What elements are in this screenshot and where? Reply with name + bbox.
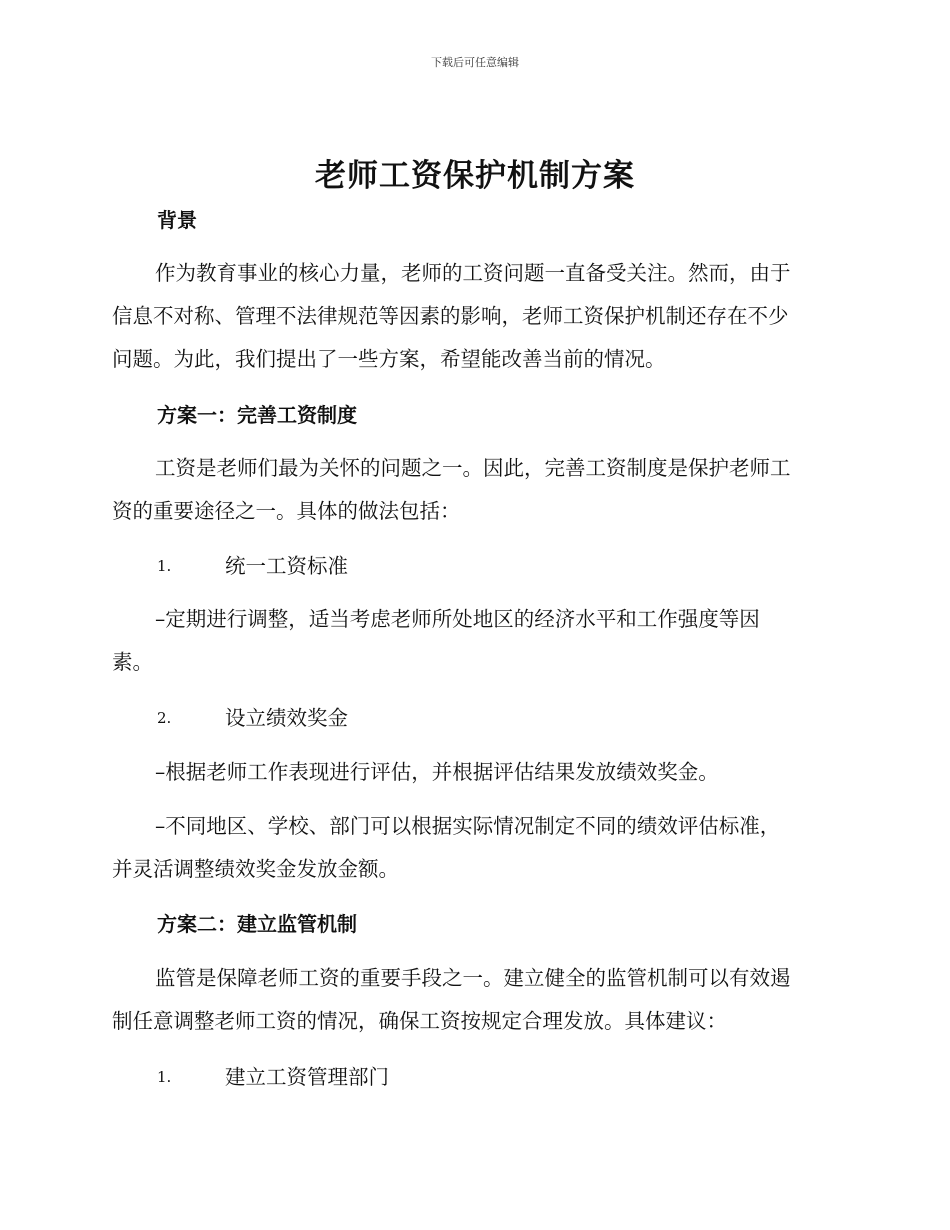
paragraph-line: –不同地区、学校、部门可以根据实际情况制定不同的绩效评估标准， [155, 814, 781, 838]
paragraph-line: 监管是保障老师工资的重要手段之一。建立健全的监管机制可以有效遏 [155, 966, 791, 990]
paragraph-line: 问题。为此，我们提出了一些方案，希望能改善当前的情况。 [112, 347, 666, 371]
plan2-paragraph [112, 957, 830, 1043]
paragraph-line: 并灵活调整绩效奖金发放金额。 [112, 857, 399, 881]
plan1-paragraph [112, 447, 830, 533]
background-paragraph [112, 252, 830, 381]
paragraph-line: 素。 [112, 650, 153, 674]
paragraph-line: 资的重要途径之一。具体的做法包括： [112, 499, 461, 523]
plan1-item2-detail-1: –根据老师工作表现进行评估，并根据评估结果发放绩效奖金。 [155, 760, 719, 784]
document-title: 老师工资保护机制方案 [315, 158, 635, 194]
plan1-item2-detail-2 [112, 805, 830, 891]
paragraph-line: 工资是老师们最为关怀的问题之一。因此，完善工资制度是保护老师工 [155, 456, 791, 480]
paragraph-line: 作为教育事业的核心力量，老师的工资问题一直备受关注。然而，由于 [155, 261, 791, 285]
paragraph-line: 制任意调整老师工资的情况，确保工资按规定合理发放。具体建议： [112, 1009, 727, 1033]
plan2-heading: 方案二：建立监管机制 [157, 912, 357, 936]
list-text: 建立工资管理部门 [225, 1065, 389, 1089]
plan1-item1-detail [112, 598, 830, 684]
list-text: 统一工资标准 [225, 554, 348, 578]
plan1-heading: 方案一：完善工资制度 [157, 403, 357, 427]
paragraph-line: 信息不对称、管理不法律规范等因素的影响，老师工资保护机制还存在不少 [112, 304, 789, 328]
list-number: 2. [157, 709, 172, 727]
paragraph-line: –定期进行调整，适当考虑老师所处地区的经济水平和工作强度等因 [155, 607, 760, 631]
list-text: 设立绩效奖金 [225, 706, 348, 730]
background-heading: 背景 [157, 208, 197, 232]
list-number: 1. [157, 1068, 172, 1086]
header-note: 下载后可任意编辑 [431, 56, 519, 69]
list-number: 1. [157, 557, 172, 575]
